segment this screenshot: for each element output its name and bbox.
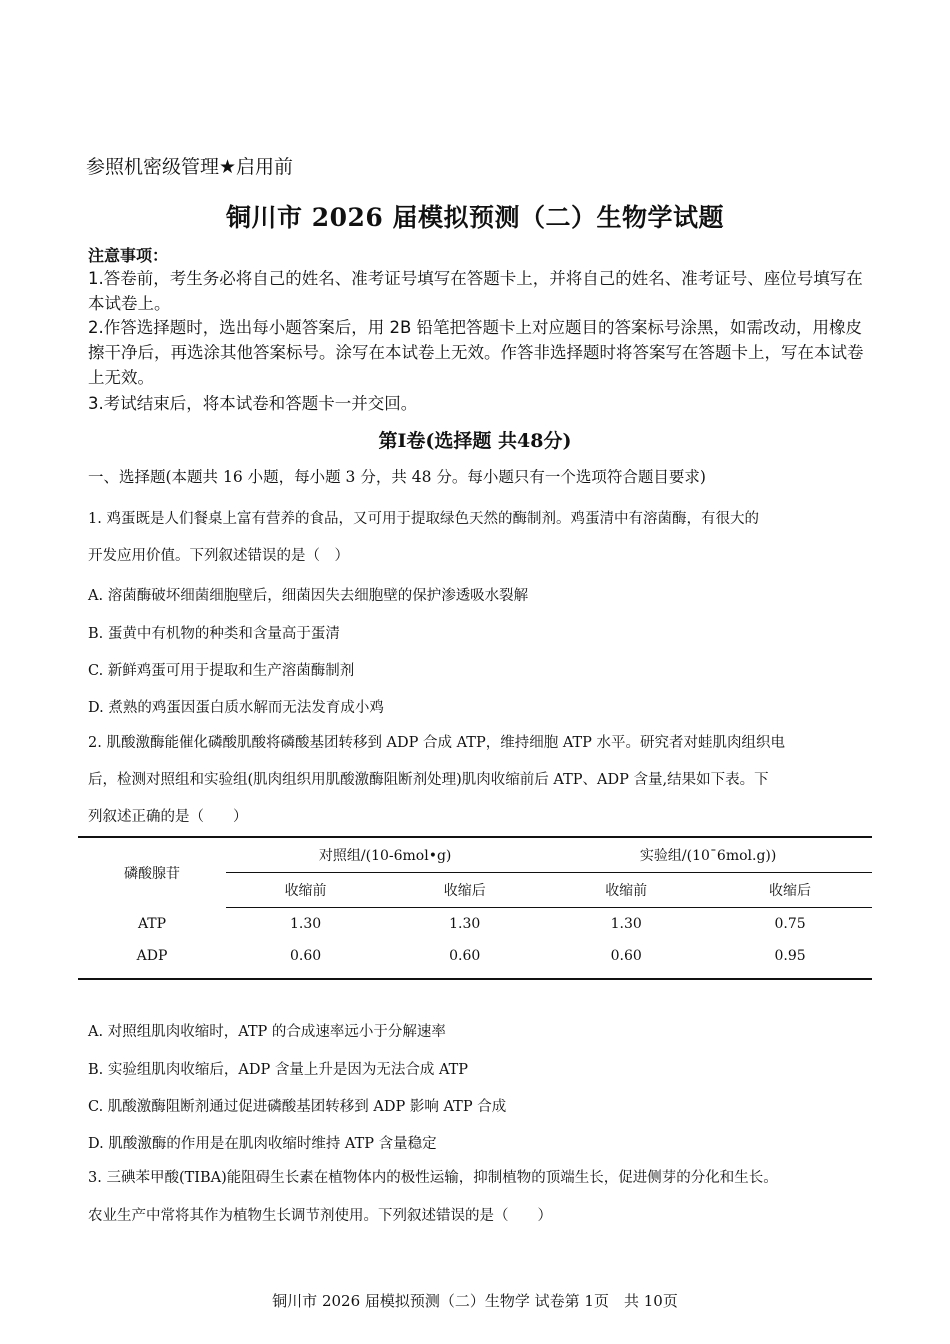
atp-adp-table <box>78 836 872 980</box>
q2-option-a: A. 对照组肌肉收缩时，ATP 的合成速率远小于分解速率 <box>88 1024 446 1040</box>
table-subheader: 收缩后 <box>708 873 872 908</box>
q1-option-c: C. 新鲜鸡蛋可用于提取和生产溶菌酶制剂 <box>88 663 355 679</box>
table-cell: 0.95 <box>708 940 872 979</box>
note-item-1: 1.答卷前，考生务必将自己的姓名、准考证号填写在答题卡上，并将自己的姓名、准考证号、座位号填写在本试卷上。 <box>88 269 863 313</box>
table-row <box>78 940 872 979</box>
part-title: 一、选择题(本题共 16 小题，每小题 3 分，共 48 分。每小题只有一个选项符合题目要求) <box>88 468 706 486</box>
section-title: 第Ⅰ卷(选择题 共48分) <box>378 430 572 452</box>
q2-stem-line1: 2. 肌酸激酶能催化磷酸肌酸将磷酸基团转移到 ADP 合成 ATP，维持细胞 ATP 水平。研究者对蛙肌肉组织电 <box>88 735 786 751</box>
table-row <box>78 908 872 941</box>
q3-stem-line1: 3. 三碘苯甲酸(TIBA)能阻碍生长素在植物体内的极性运输，抑制植物的顶端生长，促进侧芽的分化和生长。 <box>88 1170 778 1186</box>
table-cell: 0.60 <box>226 940 385 979</box>
table-group-experiment: 实验组/(10ˉ6mol.g)) <box>544 837 872 873</box>
q2-option-b: B. 实验组肌肉收缩后，ADP 含量上升是因为无法合成 ATP <box>88 1062 469 1078</box>
table-cell: 0.75 <box>774 916 806 932</box>
table-row-header: 磷酸腺苷 <box>78 837 226 908</box>
confidentiality-label: 参照机密级管理★启用前 <box>86 156 294 178</box>
note-item-3: 3.考试结束后，将本试卷和答题卡一并交回。 <box>88 394 418 413</box>
notes-heading: 注意事项： <box>88 246 169 265</box>
table-subheader: 收缩前 <box>544 873 708 908</box>
table-cell: 1.30 <box>289 916 322 932</box>
q1-option-b: B. 蛋黄中有机物的种类和含量高于蛋清 <box>88 626 340 642</box>
q1-option-d: D. 煮熟的鸡蛋因蛋白质水解而无法发育成小鸡 <box>88 700 384 716</box>
q2-option-c: C. 肌酸激酶阻断剂通过促进磷酸基团转移到 ADP 影响 ATP 合成 <box>88 1099 507 1115</box>
q2-option-d: D. 肌酸激酶的作用是在肌肉收缩时维持 ATP 含量稳定 <box>88 1136 437 1152</box>
table-cell: 0.60 <box>544 940 708 979</box>
page-footer: 铜川市 2026 届模拟预测（二）生物学 试卷第 1页 共 10页 <box>272 1292 678 1310</box>
q2-stem-line3: 列叙述正确的是（ ） <box>88 809 248 825</box>
table-cell-name: ATP <box>137 915 167 932</box>
table-cell: 1.30 <box>610 916 642 932</box>
table-group-control: 对照组/(10-6mol•g) <box>226 837 544 873</box>
table-cell-name: ADP <box>78 940 226 979</box>
table-cell: 0.60 <box>385 940 544 979</box>
q1-stem-line1: 1. 鸡蛋既是人们餐桌上富有营养的食品，又可用于提取绿色天然的酶制剂。鸡蛋清中有溶菌酶，有很大的 <box>88 511 759 527</box>
q1-stem-line2: 开发应用价值。下列叙述错误的是（ ） <box>88 548 349 564</box>
table-cell: 1.30 <box>449 916 481 932</box>
q2-stem-line2: 后，检测对照组和实验组(肌肉组织用肌酸激酶阻断剂处理)肌肉收缩前后 ATP、ADP 含量,结果如下表。下 <box>88 772 769 788</box>
q1-option-a: A. 溶菌酶破坏细菌细胞壁后，细菌因失去细胞壁的保护渗透吸水裂解 <box>88 588 529 604</box>
exam-title: 铜川市 2026 届模拟预测（二）生物学试题 <box>226 203 724 232</box>
table-subheader: 收缩前 <box>226 873 385 908</box>
table-subheader: 收缩后 <box>385 873 544 908</box>
q3-stem-line2: 农业生产中常将其作为植物生长调节剂使用。下列叙述错误的是（ ） <box>88 1208 552 1224</box>
note-item-2: 2.作答选择题时，选出每小题答案后，用 2B 铅笔把答题卡上对应题目的答案标号涂黑，如需改动，用橡皮擦干净后，再选涂其他答案标号。涂写在本试卷上无效。作答非选择题时将答案写在答题卡上，写在本试卷上无效。 <box>88 318 864 387</box>
